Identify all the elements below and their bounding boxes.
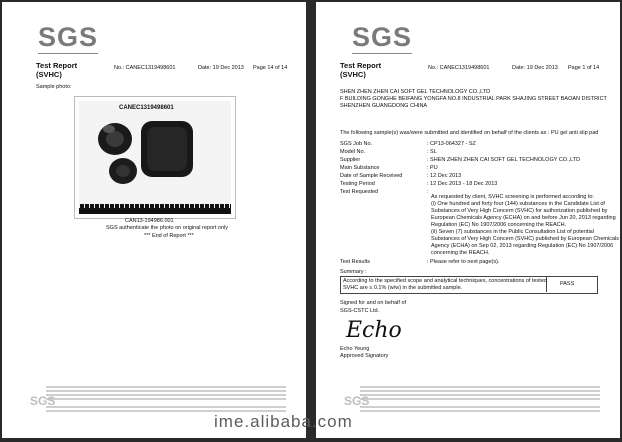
- photo-label: CANEC1319498601: [119, 105, 174, 111]
- report-date: Date: 19 Dec 2013: [198, 65, 244, 71]
- report-page-14: [2, 2, 306, 438]
- field-value: : SHEN ZHEN ZHEN CAI SOFT GEL TECHNOLOGY CO.,LTD: [427, 157, 581, 163]
- request-line: (ii) Seven (7) substances in the Public Consultation List of potential: [431, 229, 594, 235]
- report-subtitle: (SVHC): [340, 70, 366, 79]
- report-date: Date: 19 Dec 2013: [512, 65, 558, 71]
- field-value: : 12 Dec 2013 - 18 Dec 2013: [427, 181, 498, 187]
- field-value: : CP13-064327 - SZ: [427, 141, 476, 147]
- footer-sgs-logo: SGS: [30, 394, 56, 408]
- end-of-report: *** End of Report ***: [144, 233, 194, 239]
- summary-label: Summary :: [340, 269, 367, 275]
- request-line: As requested by client, SVHC screening is performed according to:: [431, 194, 594, 200]
- watermark: ime.alibaba.com: [214, 412, 353, 431]
- sample-photo-label: Sample photo:: [36, 84, 72, 90]
- field-label: Date of Sample Received: [340, 173, 403, 179]
- report-page-1: [316, 2, 620, 438]
- sample-photo: [74, 96, 236, 219]
- sgs-logo: SGS: [352, 22, 413, 52]
- field-label: Testing Period: [340, 181, 375, 187]
- report-title: Test Report: [36, 61, 78, 70]
- signer-name: Echo Yeung: [340, 346, 370, 352]
- request-line: European Chemicals Agency (ECHA) on and before Jun 20, 2013 regarding: [431, 215, 616, 221]
- page-number: Page 14 of 14: [253, 65, 288, 71]
- request-line: concerning the REACH.: [431, 250, 490, 256]
- page-number: Page 1 of 14: [568, 65, 600, 71]
- footer-sgs-logo: SGS: [344, 394, 370, 408]
- client-name: SHEN ZHEN ZHEN CAI SOFT GEL TECHNOLOGY CO.,LTD: [340, 89, 491, 95]
- intro-text: The following sample(s) was/were submitted and identified on behalf of the clients as : PU gel anti slip pad: [340, 130, 599, 136]
- signature: Echo: [346, 318, 402, 343]
- client-address-line1: F BUILDING GONGHE BEIFANG YONGFA NO.8 INDUSTRIAL PARK SHAJING STREET BAOAN DISTRICT: [340, 96, 607, 102]
- request-line: (i) One hundred and forty four (144) substances in the Candidate List of: [431, 201, 605, 207]
- client-address-line2: SHENZHEN GUANGDONG CHINA: [340, 103, 428, 109]
- field-value: : SL: [427, 149, 437, 155]
- field-label: Main Substance: [340, 165, 380, 171]
- summary-result: PASS: [560, 281, 575, 287]
- field-value: : 12 Dec 2013: [427, 173, 462, 179]
- summary-text: SVHC are ≤ 0.1% (w/w) in the submitted sample.: [343, 285, 463, 291]
- logo-underline: [38, 53, 98, 54]
- report-number: No.: CANEC1319498601: [114, 65, 176, 71]
- field-label: Supplier: [340, 157, 361, 163]
- signed-company: SGS-CSTC Ltd.: [340, 308, 380, 314]
- field-value: :: [427, 189, 429, 195]
- request-line: Regulation (EC) No 1907/2006 concerning the REACH.: [431, 222, 567, 228]
- field-value: : PU: [427, 165, 438, 171]
- measuring-ruler: [79, 204, 231, 214]
- report-number: No.: CANEC1319498601: [428, 65, 490, 71]
- sgs-logo: SGS: [38, 22, 99, 52]
- field-label: Test Requested: [340, 189, 379, 195]
- request-line: Substances of Very High Concern (SVHC) published by European Chemicals: [431, 236, 620, 242]
- photo-caption: CAN13-194986.001: [125, 218, 174, 224]
- test-results-value: : Please refer to next page(s).: [427, 259, 500, 265]
- signed-line: Signed for and on behalf of: [340, 300, 407, 306]
- photo-background: [79, 101, 231, 214]
- page-footer: [344, 386, 600, 420]
- sample-photo-illustration: [79, 101, 231, 214]
- logo-underline: [352, 53, 412, 54]
- field-label: SGS Job No.: [340, 141, 373, 147]
- request-line: Substances of Very High Concern (SVHC) for authorization published by: [431, 208, 608, 214]
- authenticate-note: SGS authenticate the photo on original report only: [106, 225, 228, 231]
- signer-title: Approved Signatory: [340, 353, 389, 359]
- field-label: Model No.: [340, 149, 366, 155]
- test-results-label: Test Results: [340, 259, 370, 265]
- report-subtitle: (SVHC): [36, 70, 62, 79]
- request-line: Agency (ECHA) on Sep 02, 2013 regarding Regulation (EC) No 1907/2006: [431, 243, 614, 249]
- summary-text: According to the specified scope and analytical techniques, concentrations of tested: [343, 278, 547, 284]
- report-title: Test Report: [340, 61, 382, 70]
